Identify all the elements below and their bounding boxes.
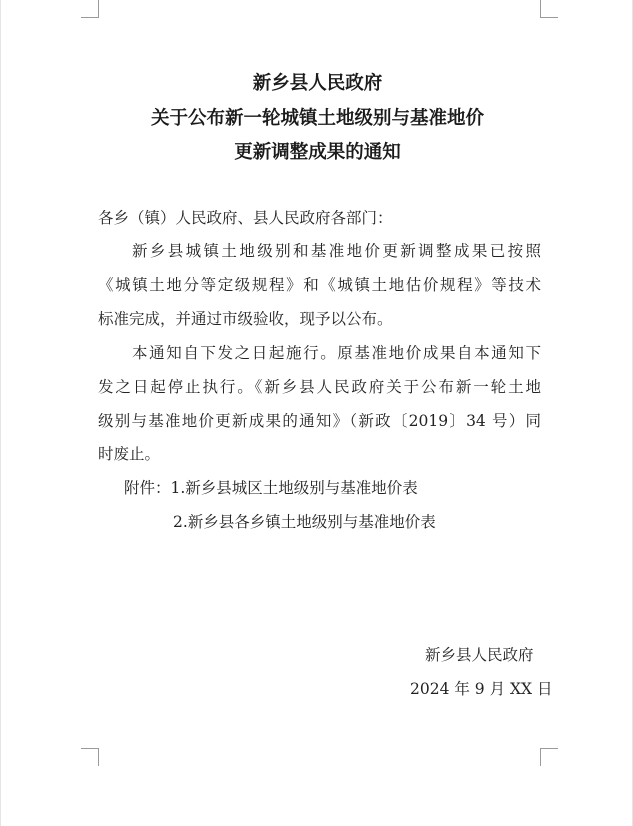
paragraph-2-line-2: 发之日起停止执行。《新乡县人民政府关于公布新一轮土地	[98, 378, 541, 396]
signature-organization: 新乡县人民政府	[425, 646, 534, 664]
paragraph-2-line-4: 时废止。	[98, 445, 161, 463]
title-line-1: 新乡县人民政府	[252, 73, 383, 94]
title-line-3: 更新调整成果的通知	[234, 142, 401, 163]
page-corner-mark-top-left	[81, 0, 99, 18]
paragraph-2-line-3: 级别与基准地价更新成果的通知》（新政〔2019〕34 号）同	[98, 412, 541, 430]
paragraph-1-line-3: 标准完成，并通过市级验收，现予以公布。	[98, 310, 393, 328]
signature-date: 2024 年 9 月 XX 日	[410, 680, 553, 698]
title-line-2: 关于公布新一轮城镇土地级别与基准地价	[150, 108, 484, 129]
salutation: 各乡（镇）人民政府、县人民政府各部门：	[98, 209, 393, 227]
paragraph-1-line-1: 新乡县城镇土地级别和基准地价更新调整成果已按照	[132, 242, 541, 260]
attachment-item-1: 附件：1.新乡县城区土地级别与基准地价表	[124, 479, 418, 497]
paragraph-1-line-2: 《城镇土地分等定级规程》和《城镇土地估价规程》等技术	[98, 276, 541, 294]
page-corner-mark-bottom-right	[540, 748, 558, 766]
page-corner-mark-bottom-left	[81, 748, 99, 766]
paragraph-2-line-1: 本通知自下发之日起施行。原基准地价成果自本通知下	[132, 344, 541, 362]
attachment-item-2: 2.新乡县各乡镇土地级别与基准地价表	[173, 513, 436, 531]
page-corner-mark-top-right	[540, 0, 558, 18]
